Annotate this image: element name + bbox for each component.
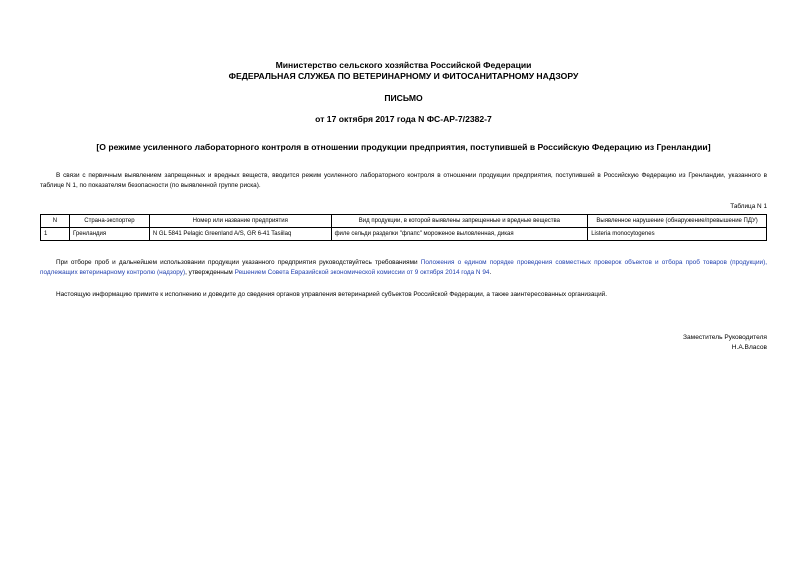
requirements-text-3: . [489,269,492,276]
service-name: ФЕДЕРАЛЬНАЯ СЛУЖБА ПО ВЕТЕРИНАРНОМУ И ФИТОСАНИТАРНОМУ НАДЗОРУ [228,71,579,81]
header-country: Страна-экспортер [69,215,149,228]
cell-country: Гренландия [69,228,149,241]
document-title: [О режиме усиленного лабораторного контроля в отношении продукции предприятия, поступившей в Российскую Федерацию из Гренландии] [96,142,711,152]
regulation-link[interactable]: Положения о едином порядке проведения совместных проверок объектов и отбора проб товаров (продукции), подлежащих ветеринарному контролю (надзору) [40,259,768,276]
document-date-number: от 17 октября 2017 года N ФС-АР-7/2382-7 [315,114,492,124]
requirements-text-2: , утвержденным [185,269,235,276]
header-violation: Выявленное нарушение (обнаружение/превышение ПДУ) [588,215,767,228]
cell-n: 1 [41,228,70,241]
header-n: N [41,215,70,228]
table-row [41,228,767,241]
signatory-position: Заместитель Руководителя [683,334,767,341]
intro-paragraph: В связи с первичным выявлением запрещенных и вредных веществ, вводится режим усиленного лабораторного контроля в отношении продукции предприятия, поступившей в Российскую Федерацию из Гренландии, указанного в таблице N 1, по показателям безопасности (по выявленной группе риска). [40,172,767,189]
enterprise-table [40,214,767,241]
table-label: Таблица N 1 [730,203,767,210]
decision-link[interactable]: Решением Совета Евразийской экономической комиссии от 9 октября 2014 года N 94 [234,269,490,276]
signatory-name: Н.А.Власов [731,344,767,351]
header-enterprise: Номер или название предприятия [149,215,331,228]
requirements-text-1: При отборе проб и дальнейшем использовании продукции указанного предприятия руководствуйтесь требованиями [56,259,421,266]
instructions-paragraph: Настоящую информацию примите к исполнению и доведите до сведения органов управления ветеринарией субъектов Российской Федерации, а также заинтересованных организаций. [56,291,607,298]
requirements-paragraph [40,258,767,278]
table-header-row [41,215,767,228]
cell-enterprise: N GL 5841 Pelagic Greenland A/S, GR 6-41 Tasiilaq [149,228,331,241]
header-product: Вид продукции, в которой выявлены запрещенные и вредные вещества [331,215,588,228]
document-type: ПИСЬМО [384,93,423,103]
cell-product: филе сельди разделки "флапс" мороженое выловленная, дикая [331,228,588,241]
cell-violation: Listeria monocytogenes [588,228,767,241]
ministry-name: Министерство сельского хозяйства Российской Федерации [275,60,532,70]
